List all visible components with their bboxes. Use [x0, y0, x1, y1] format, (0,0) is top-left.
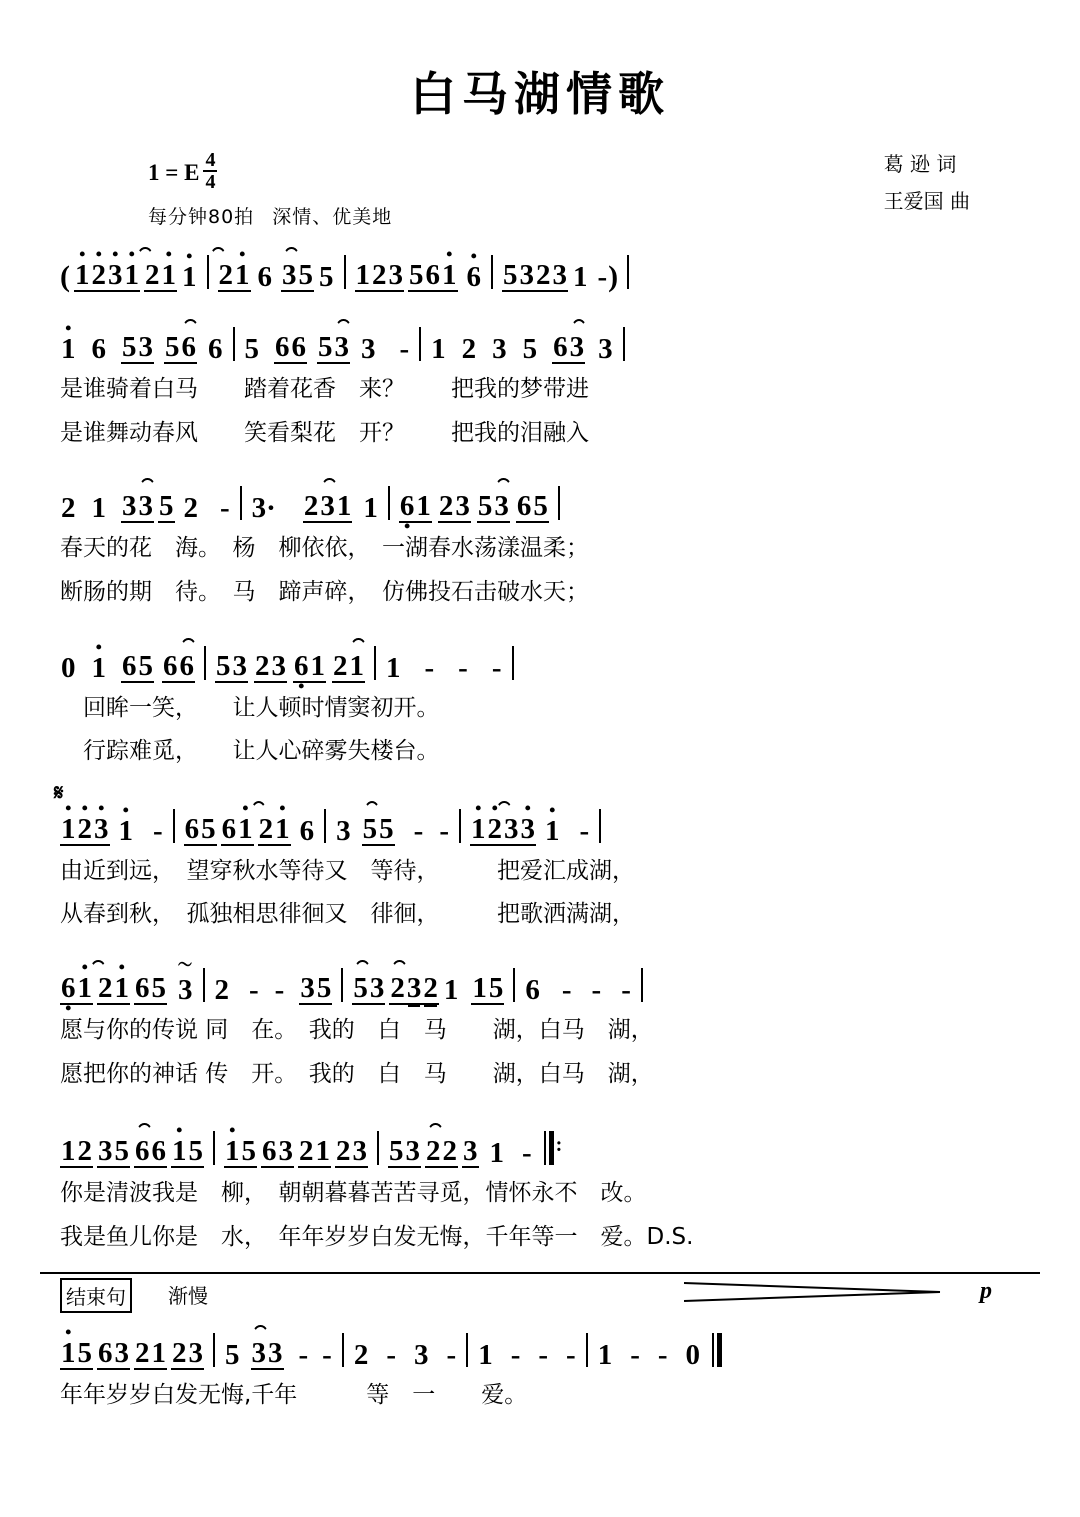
lyrics-verse-1: 你是清波我是 柳， 朝朝暮暮苦苦寻觅，情怀永不 改。: [60, 1180, 647, 1207]
score-metadata: [40, 146, 1040, 242]
key-signature: [148, 149, 217, 194]
lyrics-verse-1: 由近到远， 望穿秋水等待又 等待， 把爱汇成湖，: [60, 857, 635, 884]
time-signature: [203, 150, 217, 192]
page-title: 白马湖情歌: [410, 67, 670, 121]
notation-line: 1 2 3 5 6 6 • 1 5 • 1 5 6 3 2 1 2 3 5 3 2 2 3 1 - :: [40, 1122, 1040, 1168]
composer-credit: 王爱国 曲: [883, 189, 970, 213]
notation-line: • 1 6 5 3 5 6 6 5 6 6 5 3 3 - 1 2 3 5 6 3 3: [40, 318, 1040, 364]
lyrics-verse-2: 愿把你的神话 传 开。 我的 白 马 湖，白马 湖，: [60, 1060, 654, 1087]
credits-block: [884, 146, 970, 220]
segno-icon: 𝄋: [54, 779, 64, 805]
music-system-2: [40, 318, 1040, 451]
dynamic-marking: p: [980, 1277, 992, 1304]
key-signature-text: 1 = E: [148, 160, 200, 185]
lyrics-verse-2: 是谁舞动春风 笑看梨花 开？ 把我的泪融入: [60, 419, 589, 446]
notation-line: 2 1 3 3 5 2 - 3· 2 3 1 1 6 • 1 2 3 5 3 6 5: [40, 477, 1040, 523]
lyrics-verse-2: 我是鱼儿你是 水， 年年岁岁白发无悔，千年等一 爱。D.S.: [60, 1224, 694, 1251]
diminuendo-icon: [684, 1280, 944, 1302]
expression-marking: 深情、优美地: [272, 206, 393, 228]
tempo-bpm: 每分钟80拍: [148, 206, 255, 228]
lyrics-verse-2: 断肠的期 待。 马 蹄声碎， 仿佛投石击破水天；: [60, 578, 589, 605]
time-signature-denominator: 4: [205, 171, 216, 193]
coda-tempo-change: 渐慢: [168, 1283, 208, 1308]
notation-line: 6 • • 1 2 • 1 6 5 〜 3 2 - - 3 5 5 3 2 3 2 1 1 5 6 - - -: [40, 959, 1040, 1005]
time-signature-numerator: 4: [205, 149, 216, 171]
lyrics-verse-1: 愿与你的传说 同 在。 我的 白 马 湖，白马 湖，: [60, 1017, 654, 1044]
music-system-4: [40, 637, 1040, 770]
repeat-end-barline: :: [541, 1131, 563, 1165]
music-system-1: [40, 246, 1040, 292]
lyricist-credit: 葛 逊 词: [883, 152, 957, 176]
lyrics-verse-2: 从春到秋， 孤独相思徘徊又 徘徊， 把歌洒满湖，: [60, 901, 635, 928]
lyrics-verse-1: 回眸一笑， 让人顿时情窦初开。: [60, 694, 440, 721]
music-system-5: [40, 779, 1040, 933]
tempo-marking: [148, 202, 392, 229]
music-system-7: [40, 1122, 1040, 1255]
notation-line: • 1 5 6 3 2 1 2 3 5 3 3 - - 2 - 3 - 1 - - - 1 - - 0: [40, 1324, 1040, 1370]
final-barline: [709, 1333, 722, 1367]
music-system-3: [40, 477, 1040, 610]
lyrics-verse-1: 春天的花 海。 杨 柳依依， 一湖春水荡漾温柔；: [60, 535, 589, 562]
coda-label: 结束句: [60, 1278, 132, 1313]
notation-line: 0 • 1 6 5 6 6 5 3 2 3 6 • 1 2 1 1 - - -: [40, 637, 1040, 683]
music-system-6: [40, 959, 1040, 1092]
notation-line: ( • 1 • 2 • 3 • 1 2 • 1 • 1 2 • 1 6 3 5 5 1 2 3 5 6 • 1 • 6 5 3 2 3 1 - ): [40, 246, 1040, 292]
lyrics-verse-2: 行踪难觅， 让人心碎雾失楼台。: [60, 738, 440, 765]
lyrics-coda: 年年岁岁白发无悔,千年 等 一 爱。: [60, 1381, 528, 1408]
music-system-8: [40, 1324, 1040, 1414]
lyrics-verse-1: 是谁骑着白马 踏着花香 来？ 把我的梦带进: [60, 376, 589, 402]
notation-line: • 1 • 2 • 3 • 1 - 6 5 6 • 1 2 • 1 6 3 5 5 - - • 1 • 2 3 • 3 • 1 -: [40, 800, 1040, 846]
coda-header: [40, 1272, 1040, 1314]
score-sheet: [0, 58, 1080, 1517]
